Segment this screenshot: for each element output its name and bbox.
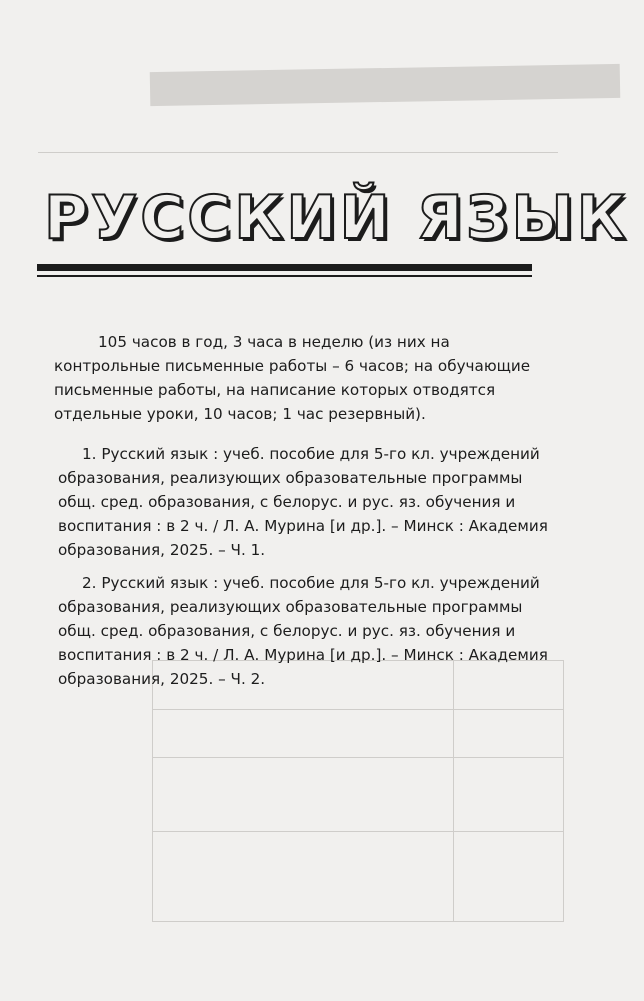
hours-paragraph: 105 часов в год, 3 часа в неделю (из них на контрольные письменные работы – 6 часов; на обучающие письменные работы, на написание которых отводятся отдельные уроки, 10 часов; 1 час резервный).	[54, 333, 531, 423]
bleed-through-table	[152, 660, 564, 922]
bleed-through-header	[150, 64, 621, 106]
title-underline-thin	[37, 275, 532, 277]
bleed-through-line	[38, 152, 558, 153]
reference-item-2: 2. Русский язык : учеб. пособие для 5-го кл. учреждений образования, реализующих образовательные программы общ. сред. образования, с белорус. и рус. яз. обучения и воспитания : в 2 ч. / Л. А. Мурина [и др.]. – Минск : Академия образования, 2025. – Ч. 2.	[58, 574, 548, 688]
reference-item-1: 1. Русский язык : учеб. пособие для 5-го кл. учреждений образования, реализующих образовательные программы общ. сред. образования, с белорус. и рус. яз. обучения и воспитания : в 2 ч. / Л. А. Мурина [и др.]. – Минск : Академия образования, 2025. – Ч. 1.	[58, 445, 548, 559]
title-underline-thick	[37, 264, 532, 271]
page-title: РУССКИЙ ЯЗЫК	[44, 183, 629, 253]
